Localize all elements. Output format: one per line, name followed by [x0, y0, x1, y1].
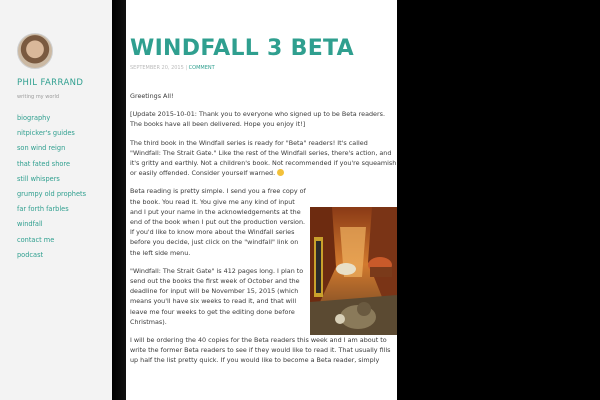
- sidebar: [0, 0, 112, 400]
- nav-item-far-forth-farbles[interactable]: far forth farbles: [17, 205, 69, 214]
- post-content: [126, 0, 397, 400]
- paragraph-greeting: Greetings All!: [130, 92, 174, 100]
- paragraph-update: [Update 2015-10-01: Thank you to everyone who signed up to be Beta readers. The books have all been delivered. Hope you enjoy it!]: [130, 110, 385, 129]
- meta-separator: |: [185, 65, 188, 71]
- nav-item-contact-me[interactable]: contact me: [17, 235, 55, 244]
- nav-item-windfall[interactable]: windfall: [17, 220, 43, 229]
- post-title[interactable]: WINDFALL 3 BETA: [130, 36, 354, 61]
- paragraph-page-count: "Windfall: The Strait Gate" is 412 pages long. I plan to send out the books the first week of October and the deadline for input will be November 15, 2015 (which means you'll have six weeks to read it, and that will leave me four weeks to get the editing done before Christmas).: [130, 266, 304, 326]
- site-title[interactable]: PHIL FARRAND: [17, 78, 84, 88]
- sidebar-nav: [17, 113, 112, 265]
- smiley-icon: [277, 169, 284, 176]
- paragraph-intro: [130, 138, 397, 179]
- post-meta: [130, 65, 397, 71]
- post-date[interactable]: SEPTEMBER 20, 2015: [130, 65, 184, 71]
- nav-item-podcast[interactable]: podcast: [17, 250, 44, 259]
- site-description: writing my world: [17, 94, 60, 100]
- nav-item-son-wind-reign[interactable]: son wind reign: [17, 144, 66, 153]
- paragraph-ordering: I will be ordering the 40 copies for the Beta readers this week and I am about to write the former Beta readers to see if they would like to read it. That usually fills up half the list pretty quick. If you would like to become a Beta reader, simply: [130, 336, 391, 365]
- nav-item-still-whispers[interactable]: still whispers: [17, 174, 60, 183]
- nav-item-grumpy-old-prophets[interactable]: grumpy old prophets: [17, 189, 87, 198]
- nav-item-that-fated-shore[interactable]: that fated shore: [17, 159, 71, 168]
- avatar[interactable]: [17, 33, 53, 69]
- right-background: [397, 0, 600, 400]
- nav-item-biography[interactable]: biography: [17, 114, 51, 122]
- paragraph-beta-reading: Beta reading is pretty simple. I send you a free copy of the book. You read it. You give me any kind of input and I put your name in the acknowledgements at the end of the book when I put out the production version. If you'd like to know more about the Windfall series before you decide, just click on the "windfall" link on the left side menu.: [130, 187, 306, 257]
- book-cover-image[interactable]: [310, 207, 397, 335]
- sidebar-shadow: [112, 0, 126, 400]
- paragraph-intro-text: The third book in the Windfall series is ready for "Beta" readers! It's called "Windfall: The Strait Gate." Like the rest of the Windfall series, there's action, and it's gritty and earthly. Not a children's book. Not recommended if you're squeamish or easily offended. Consider yourself warned.: [130, 138, 397, 178]
- comment-link[interactable]: COMMENT: [188, 65, 215, 71]
- book-cover-art: [310, 207, 397, 335]
- nav-item-nitpickers-guides[interactable]: nitpicker's guides: [17, 129, 75, 138]
